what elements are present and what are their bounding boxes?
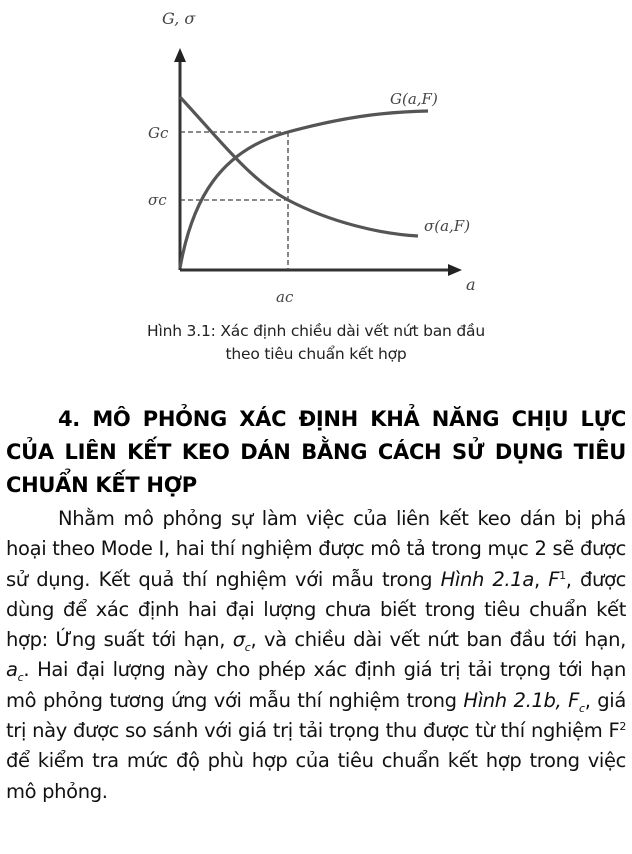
section-heading: 4. MÔ PHỎNG XÁC ĐỊNH KHẢ NĂNG CHỊU LỰC CỦA LIÊN KẾT KEO DÁN BẰNG CÁCH SỬ DỤNG TIÊU CHUẨN KẾT HỢP — [6, 407, 626, 497]
y-axis-arrow-icon — [174, 48, 186, 62]
gc-label: Gc — [148, 124, 169, 142]
figure-3-1 — [140, 0, 500, 310]
body-paragraph: Nhằm mô phỏng sự làm việc của liên kết keo dán bị phá hoại theo Mode I, hai thí nghiệm được mô tả trong mục 2 sẽ được sử dụng. Kết quả thí nghiệm với mẫu trong Hình 2.1a, $F^1$, được dùng để xác định hai đại lượng chưa biết trong tiêu chuẩn kết hợp: Ứng suất tới hạn, $\sigma_c$, và chiều dài vết nứt ban đầu tới hạn, $a_c$. Hai đại lượng này cho phép xác định giá trị tải trọng tới hạn mô phỏng tương ứng với mẫu thí nghiệm trong Hình 2.1b, $F_c$, giá trị này được so sánh với giá trị tải trọng thu được từ thí nghiệm $F^2$ để kiểm tra mức độ phù hợp của tiêu chuẩn kết hợp trong việc mô phỏng. — [6, 507, 627, 803]
figure-ref-2-1b: Hình 2.1b — [463, 688, 556, 712]
x-axis-label: a — [466, 275, 476, 294]
ac-label: ac — [276, 288, 294, 306]
y-axis-label: G, σ — [162, 9, 196, 28]
curve-g — [180, 111, 428, 268]
figure-caption-line1: Hình 3.1: Xác định chiều dài vết nứt ban đầu — [147, 322, 485, 340]
sigmac-label: σc — [148, 191, 167, 209]
x-axis-arrow-icon — [448, 264, 462, 276]
chart-svg — [140, 0, 500, 310]
curve-sigma — [180, 97, 418, 236]
curve-g-label: G(a,F) — [390, 90, 438, 108]
figure-ref-2-1a: Hình 2.1a — [440, 567, 534, 591]
figure-caption-line2: theo tiêu chuẩn kết hợp — [225, 345, 407, 363]
curve-sigma-label: σ(a,F) — [424, 217, 471, 235]
